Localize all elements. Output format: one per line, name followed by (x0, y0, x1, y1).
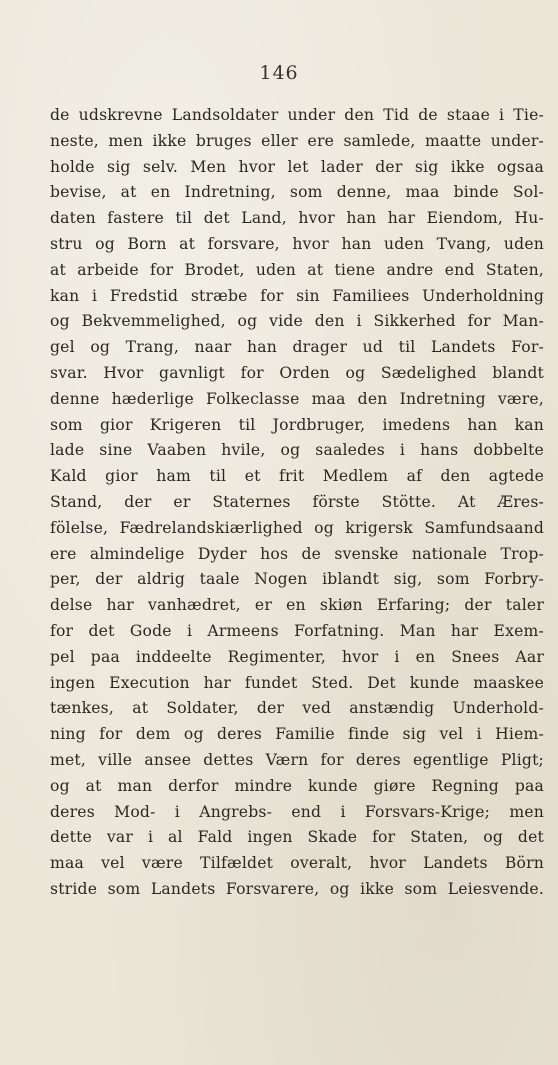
text-line: bevise, at en Indretning, som denne, maa binde Sol- (50, 183, 544, 202)
text-line: og Bekvemmelighed, og vide den i Sikkerhed for Man- (50, 312, 544, 331)
text-line: met, ville ansee dettes Værn for deres egentlige Pligt; (50, 750, 544, 769)
text-line: ingen Execution har fundet Sted. Det kunde maaskee (50, 673, 544, 692)
body-text (50, 103, 544, 903)
text-line: og at man derfor mindre kunde giøre Regning paa (50, 776, 544, 795)
text-line: svar. Hvor gavnligt for Orden og Sædelighed blandt (50, 363, 544, 382)
text-line: Stand, der er Staternes förste Stötte. At Æres- (50, 492, 544, 511)
text-line: Kald gior ham til et frit Medlem af den agtede (50, 467, 544, 486)
text-line: de udskrevne Landsoldater under den Tid de staae i Tie- (50, 106, 544, 124)
text-line: ere almindelige Dyder hos de svenske nationale Trop- (50, 544, 544, 563)
text-line: fölelse, Fædrelandskiærlighed og krigersk Samfundsaand (50, 518, 544, 537)
text-line: for det Gode i Armeens Forfatning. Man har Exem- (50, 621, 544, 640)
text-line: ning for dem og deres Familie finde sig vel i Hiem- (50, 725, 544, 744)
text-line: kan i Fredstid stræbe for sin Familiees Underholdning (50, 286, 544, 305)
text-line: pel paa inddeelte Regimenter, hvor i en Snees Aar (50, 647, 544, 666)
text-line: dette var i al Fald ingen Skade for Staten, og det (50, 828, 544, 847)
text-line: at arbeide for Brodet, uden at tiene andre end Staten, (50, 260, 544, 279)
text-line: tænkes, at Soldater, der ved anstændig Underhold- (50, 699, 544, 718)
text-line: maa vel være Tilfældet overalt, hvor Landets Börn (50, 854, 544, 873)
text-line: stru og Born at forsvare, hvor han uden Tvang, uden (50, 234, 544, 253)
page-number: 146 (259, 62, 299, 84)
text-line: holde sig selv. Men hvor let lader der sig ikke ogsaa (50, 157, 544, 176)
text-line: denne hæderlige Folkeclasse maa den Indretning være, (50, 389, 544, 408)
text-line: stride som Landets Forsvarere, og ikke som Leiesvende. (50, 879, 544, 898)
text-line: deres Mod- i Angrebs- end i Forsvars-Krige; men (50, 802, 544, 821)
text-line: lade sine Vaaben hvile, og saaledes i hans dobbelte (50, 441, 544, 460)
text-line: daten fastere til det Land, hvor han har Eiendom, Hu- (50, 209, 544, 228)
text-line: per, der aldrig taale Nogen iblandt sig, som Forbry- (50, 570, 544, 589)
text-line: gel og Trang, naar han drager ud til Landets For- (50, 338, 544, 357)
text-line: delse har vanhædret, er en skiøn Erfaring; der taler (50, 596, 544, 615)
text-line: som gior Krigeren til Jordbruger, imedens han kan (50, 415, 544, 434)
text-line: neste, men ikke bruges eller ere samlede, maatte under- (50, 131, 544, 150)
